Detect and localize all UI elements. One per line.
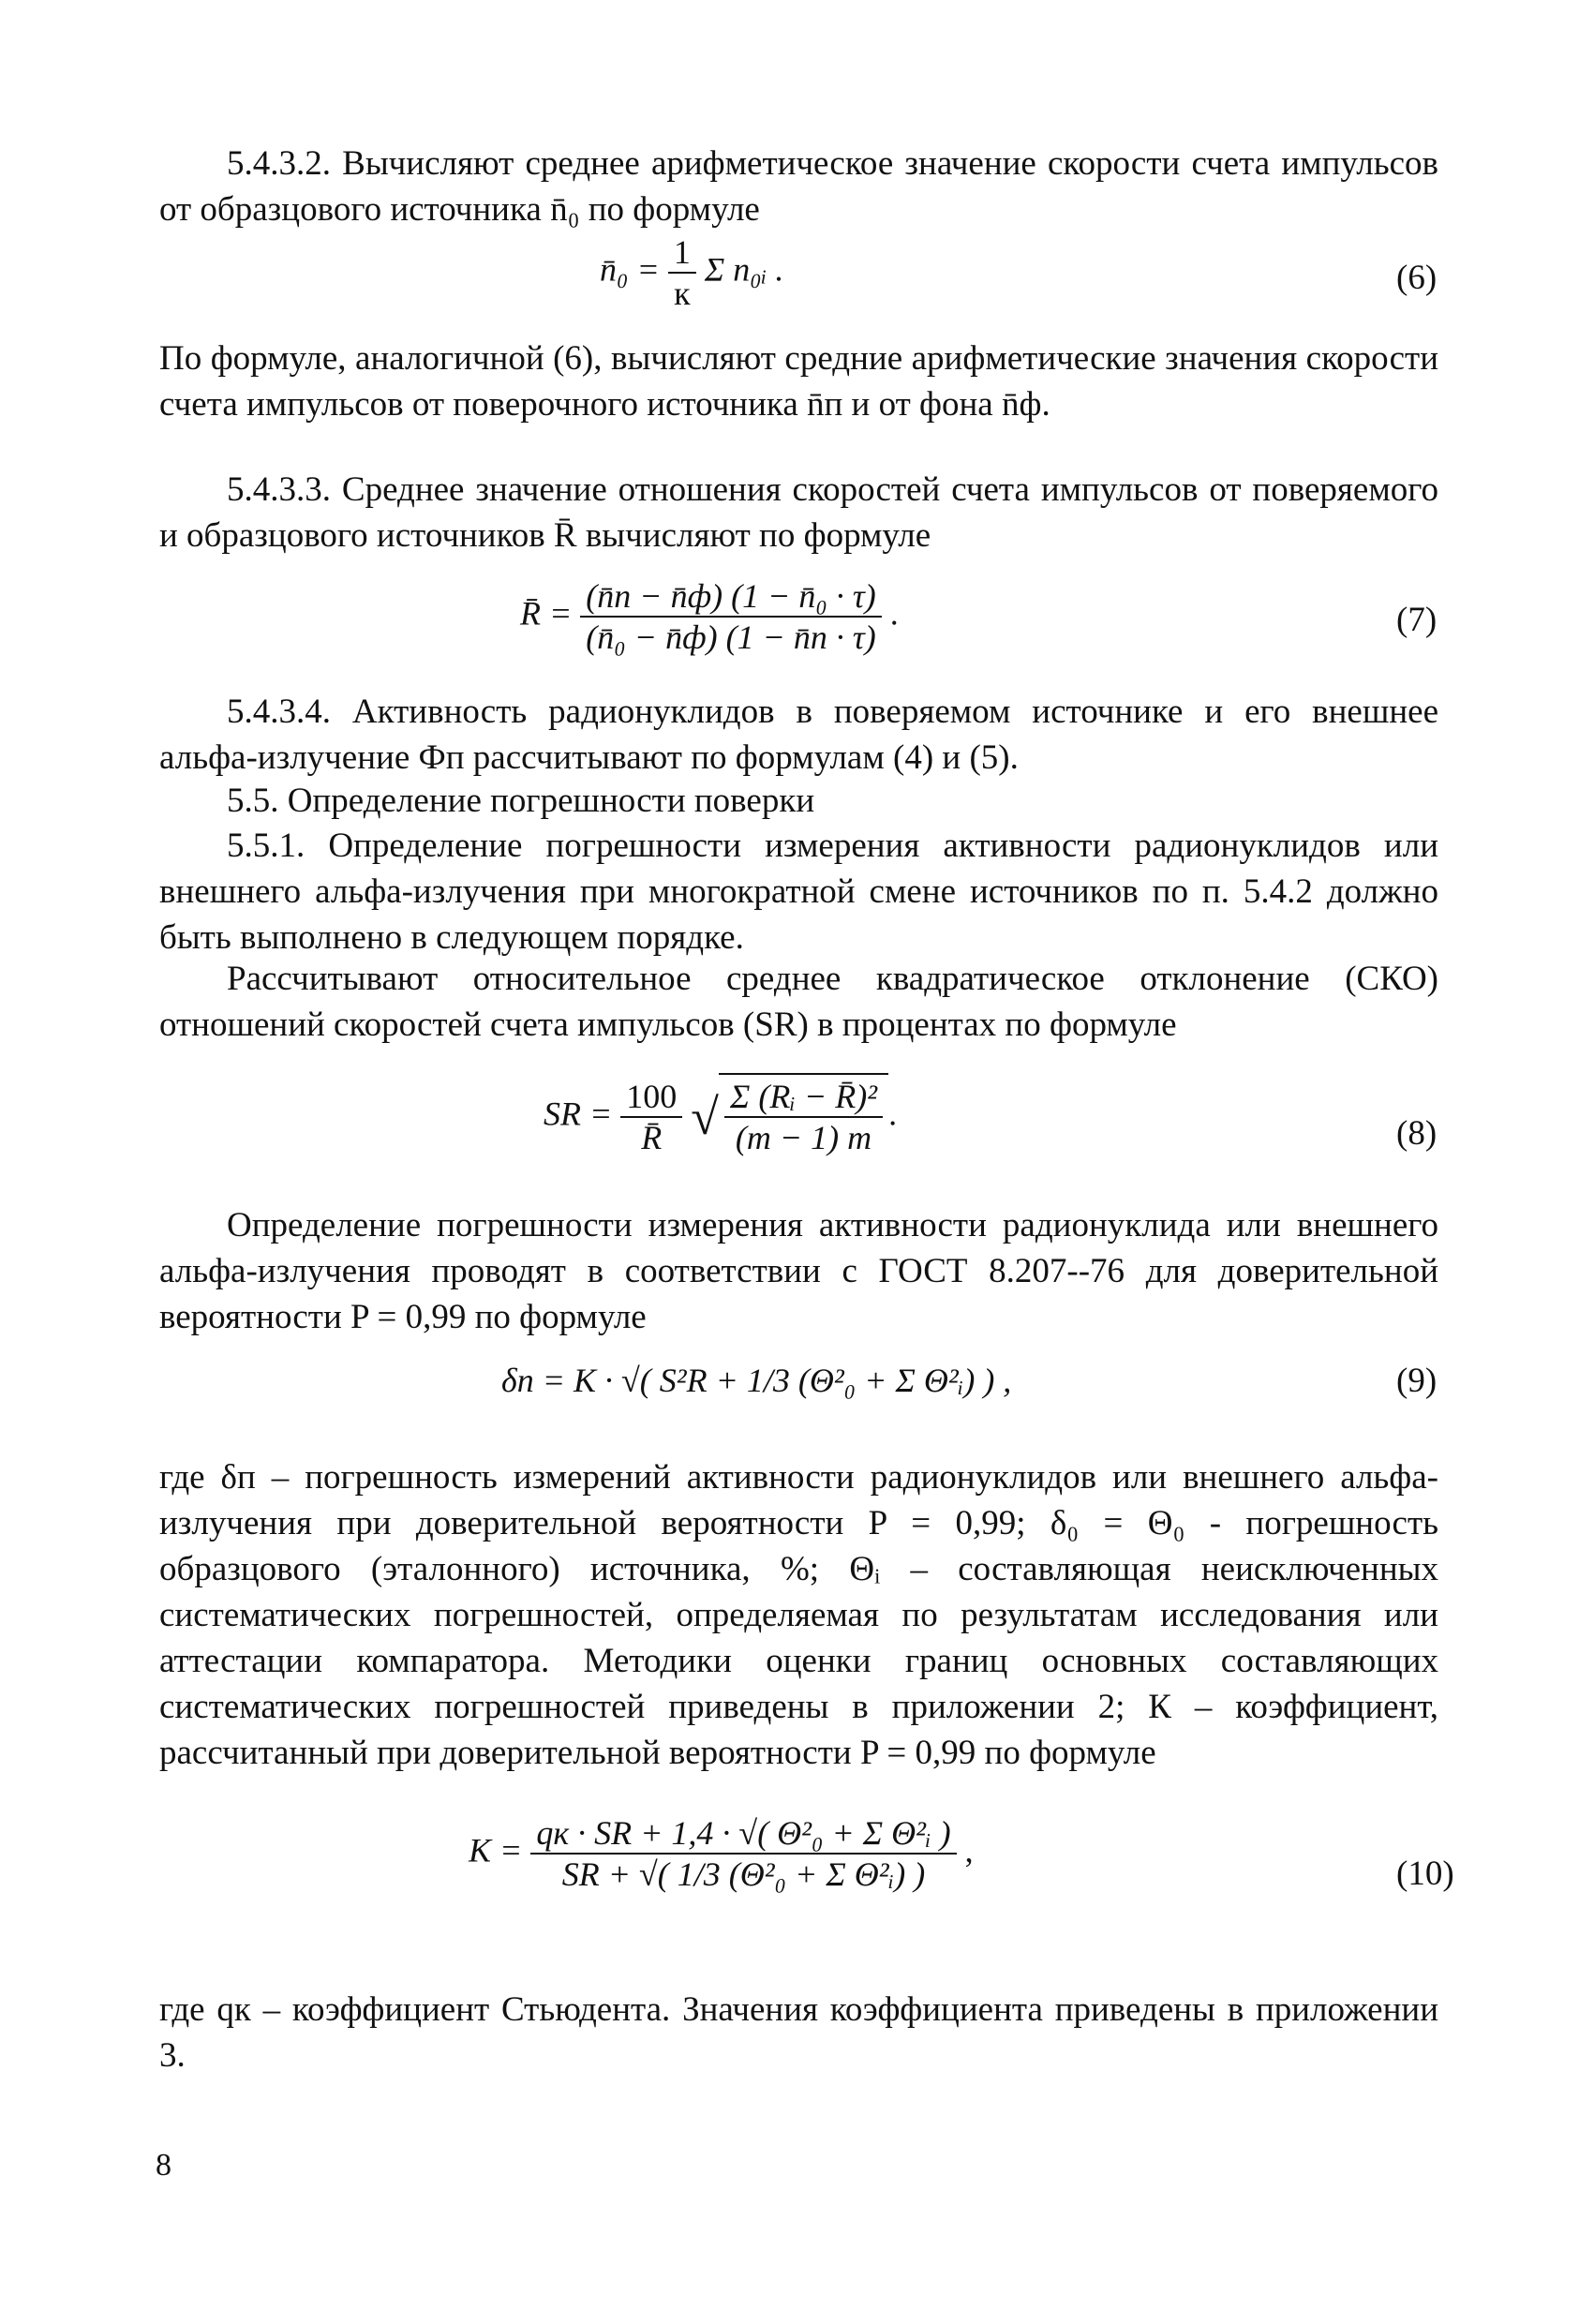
formula-8-inner-numerator: Σ (Rᵢ − R̄)²: [724, 1077, 883, 1118]
paragraph-analog: По формуле, аналогичной (6), вычисляют средние арифметические значения скорости счета импульсов от поверочного источника n̄п и от фона n̄ф.: [159, 339, 1438, 424]
formula-8: SR = $\frac{100}{R̄}$ √ $\frac{\text{Σ (Rᵢ − R̄)²}}{(m - 1) m}$ .: [544, 1073, 897, 1157]
formula-7-tail: .: [889, 594, 899, 633]
formula-10-tail: ,: [964, 1831, 974, 1870]
formula-10-fraction: [530, 1813, 956, 1894]
formula-8-fraction: [620, 1077, 682, 1157]
equation-number-9: (9): [1396, 1362, 1438, 1400]
formula-10-denominator: SR + √( 1/3 (Θ²₀ + Σ Θ²ᵢ) ): [561, 1855, 926, 1893]
formula-7-lhs: R̄ =: [520, 594, 573, 633]
paragraph-where-delta: где δп – погрешность измерений активности радионуклидов или внешнего альфа-излучения при доверительной вероятности P = 0,99; δ₀ = Θ₀ - погрешность образцового (эталонного) источника, %; Θᵢ – составляющая неисключенных систематических погрешностей, определяемая по результатам исследования или аттестации компаратора. Методики оценки границ основных составляющих систематических погрешностей приведены в приложении 2; К – коэффициент, рассчитанный при доверительной вероятности P = 0,99 по формуле: [159, 1458, 1438, 1772]
radical-sign-icon: √: [691, 1089, 719, 1145]
formula-6-lhs: n̄₀ =: [600, 250, 660, 289]
heading-5-5: 5.5. Определение погрешности поверки: [227, 782, 815, 820]
equation-number-6: (6): [1396, 259, 1438, 297]
equation-number-7: (7): [1396, 601, 1438, 639]
formula-7-numerator: (n̄п − n̄ф) (1 − n̄₀ · τ): [580, 576, 882, 618]
formula-8-radicand: [719, 1073, 888, 1157]
formula-6-fraction: [668, 232, 696, 313]
paragraph-5-4-3-4: 5.4.3.4. Активность радионуклидов в поверяемом источнике и его внешнее альфа-излучение Фп рассчитывают по формулам (4) и (5).: [159, 693, 1438, 777]
formula-6: [600, 232, 783, 313]
paragraph-calc-sko: Рассчитывают относительное среднее квадратическое отклонение (СКО) отношений скоростей счета импульсов (SR) в процентах по формуле: [159, 960, 1438, 1044]
formula-7-fraction: [580, 576, 882, 657]
formula-8-numerator: 100: [620, 1077, 682, 1118]
formula-8-inner-fraction: [724, 1077, 883, 1157]
formula-6-denominator: к: [674, 275, 691, 312]
formula-8-inner-denominator: (m − 1) m: [735, 1119, 872, 1156]
formula-8-lhs: SR =: [544, 1095, 613, 1133]
formula-6-rhs: Σ n₀ᵢ .: [704, 250, 784, 289]
formula-10: [469, 1813, 974, 1894]
formula-7-denominator: (n̄₀ − n̄ф) (1 − n̄п · τ): [586, 618, 876, 656]
paragraph-student: где qк – коэффициент Стьюдента. Значения коэффициента приведены в приложении 3.: [159, 1990, 1438, 2075]
page-number: 8: [156, 2148, 171, 2182]
formula-10-lhs: K =: [469, 1831, 523, 1870]
formula-7: [520, 576, 899, 657]
paragraph-5-4-3-3: 5.4.3.3. Среднее значение отношения скоростей счета импульсов от поверяемого и образцового источников R̄ вычисляют по формуле: [159, 470, 1438, 555]
formula-10-numerator: qк · SR + 1,4 · √( Θ²₀ + Σ Θ²ᵢ ): [530, 1813, 956, 1855]
paragraph-definition: Определение погрешности измерения активности радионуклида или внешнего альфа-излучения проводят в соответствии с ГОСТ 8.207--76 для доверительной вероятности P = 0,99 по формуле: [159, 1206, 1438, 1336]
formula-9: δп = K · √( S²R + 1/3 (Θ²₀ + Σ Θ²ᵢ) ) ,: [501, 1362, 1012, 1399]
formula-8-denominator: R̄: [641, 1119, 663, 1156]
equation-number-8: (8): [1396, 1114, 1438, 1153]
paragraph-5-5-1: 5.5.1. Определение погрешности измерения активности радионуклидов или внешнего альфа-излучения при многократной смене источников по п. 5.4.2 должно быть выполнено в следующем порядке.: [159, 827, 1438, 957]
paragraph-5-4-3-2: 5.4.3.2. Вычисляют среднее арифметическое значение скорости счета импульсов от образцового источника n̄₀ по формуле: [159, 144, 1438, 229]
formula-6-numerator: 1: [668, 232, 696, 274]
equation-number-10: (10): [1396, 1855, 1454, 1893]
